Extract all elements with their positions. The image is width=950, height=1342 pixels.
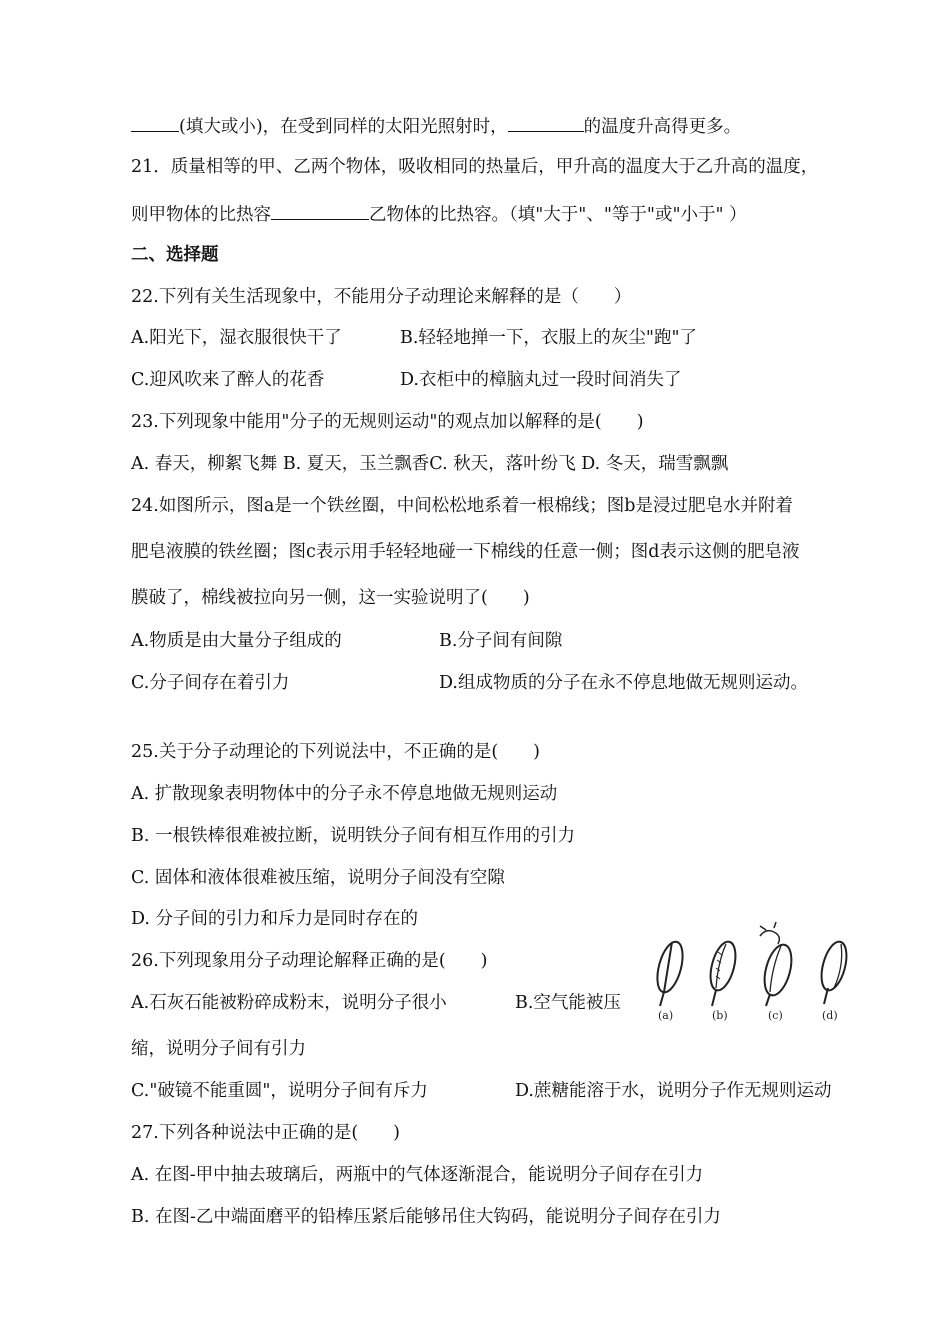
option-22b: B.轻轻地掸一下，衣服上的灰尘"跑"了	[400, 328, 698, 348]
wire-loop-a	[653, 939, 688, 1006]
option-26d: D.蔗糖能溶于水，说明分子作无规则运动	[515, 1081, 832, 1101]
soap-film-figure	[648, 922, 854, 1022]
answer-blank[interactable]	[508, 113, 584, 132]
question-26: 26.下列现象用分子动理论解释正确的是( )	[131, 951, 488, 971]
option-26b-cont: 缩，说明分子间有引力	[131, 1039, 306, 1059]
figure-label-b: (b)	[712, 1009, 728, 1022]
wire-loop-d	[817, 939, 851, 1004]
option-22d: D.衣柜中的樟脑丸过一段时间消失了	[400, 370, 682, 390]
option-26c: C."破镜不能重圆"，说明分子间有斥力	[131, 1081, 428, 1101]
option-25a: A. 扩散现象表明物体中的分子永不停息地做无规则运动	[131, 784, 558, 804]
option-26a: A.石灰石能被粉碎成粉末，说明分子很小	[131, 993, 447, 1013]
figure-label-d: (d)	[822, 1009, 838, 1022]
answer-blank[interactable]	[131, 113, 179, 132]
option-27a: A. 在图-甲中抽去玻璃后，两瓶中的气体逐渐混合，能说明分子间存在引力	[131, 1165, 704, 1185]
option-22a: A.阳光下，湿衣服很快干了	[131, 328, 342, 348]
option-25c: C. 固体和液体很难被压缩，说明分子间没有空隙	[131, 868, 505, 888]
question-24-line2: 肥皂液膜的铁丝圈；图c表示用手轻轻地碰一下棉线的任意一侧；图d表示这侧的肥皂液	[131, 542, 800, 562]
answer-blank[interactable]	[271, 201, 369, 220]
line-q20-end: (填大或小)，在受到同样的太阳光照射时， 的温度升高得更多。	[131, 113, 741, 139]
option-25d: D. 分子间的引力和斥力是同时存在的	[131, 909, 419, 929]
question-25: 25.关于分子动理论的下列说法中，不正确的是( )	[131, 742, 540, 762]
option-25b: B. 一根铁棒很难被拉断，说明铁分子间有相互作用的引力	[131, 826, 575, 846]
question-24-line1: 24.如图所示，图a是一个铁丝圈，中间松松地系着一根棉线；图b是浸过肥皂水并附着	[131, 496, 793, 516]
question-21-line2: 则甲物体的比热容 乙物体的比热容。（填"大于"、"等于"或"小于" ）	[131, 201, 747, 227]
question-27: 27.下列各种说法中正确的是( )	[131, 1123, 400, 1143]
question-21-line1: 21．质量相等的甲、乙两个物体，吸收相同的热量后，甲升高的温度大于乙升高的温度，	[131, 157, 819, 177]
section-heading: 二、选择题	[131, 245, 219, 265]
option-24c: C.分子间存在着引力	[131, 673, 290, 693]
question-22: 22.下列有关生活现象中，不能用分子动理论来解释的是（ ）	[131, 287, 632, 307]
option-27b: B. 在图-乙中端面磨平的铅棒压紧后能够吊住大钩码，能说明分子间存在引力	[131, 1207, 721, 1227]
option-22c: C.迎风吹来了醉人的花香	[131, 370, 325, 390]
question-24-line3: 膜破了，棉线被拉向另一侧，这一实验说明了( )	[131, 588, 530, 608]
figure-label-c: (c)	[768, 1009, 783, 1022]
option-24b: B.分子间有间隙	[439, 631, 563, 651]
option-24d: D.组成物质的分子在永不停息地做无规则运动。	[439, 673, 808, 693]
option-26b: B.空气能被压	[515, 993, 621, 1013]
option-24a: A.物质是由大量分子组成的	[131, 631, 342, 651]
figure-label-a: (a)	[658, 1009, 674, 1022]
wire-loop-c	[760, 922, 797, 1006]
options-23: A. 春天，柳絮飞舞 B. 夏天，玉兰飘香C. 秋天，落叶纷飞 D. 冬天，瑞雪飘飘	[131, 454, 729, 474]
question-23: 23.下列现象中能用"分子的无规则运动"的观点加以解释的是( )	[131, 412, 644, 432]
wire-loop-b	[706, 939, 740, 1006]
